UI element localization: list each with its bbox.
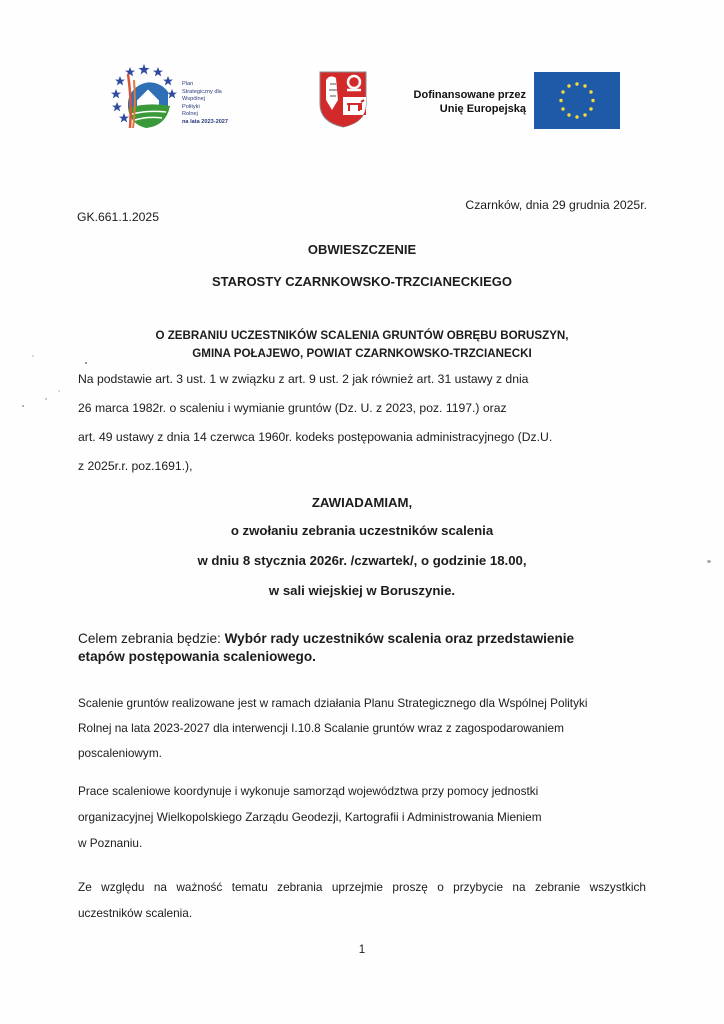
paragraph-line: Prace scaleniowe koordynuje i wykonuje samorząd województwa przy pomocy jednostki xyxy=(78,784,539,798)
paragraph-line: w Poznaniu. xyxy=(78,836,143,850)
purpose-label: Celem zebrania będzie: xyxy=(78,631,225,646)
coat-of-arms xyxy=(318,70,368,128)
psp-logo-icon xyxy=(108,62,180,132)
purpose-line-2: etapów postępowania scaleniowego. xyxy=(78,649,316,664)
paragraph-line: Rolnej na lata 2023-2027 dla interwencji I.10.8 Scalanie gruntów wraz z zagospodarowaniem xyxy=(78,721,564,735)
announcement-line-2: w dniu 8 stycznia 2026r. /czwartek/, o godzinie 18.00, xyxy=(197,553,527,568)
legal-basis-line: Na podstawie art. 3 ust. 1 w związku z art. 9 ust. 2 jak również art. 31 ustawy z dnia xyxy=(78,372,529,386)
subject-line-1: O ZEBRANIU UCZESTNIKÓW SCALENIA GRUNTÓW OBRĘBU BORUSZYN, xyxy=(155,329,569,342)
document-title: OBWIESZCZENIE xyxy=(307,242,417,257)
psp-line: Polityki xyxy=(182,103,200,110)
paragraph-line: organizacyjnej Wielkopolskiego Zarządu Geodezji, Kartografii i Administrowania Mieniem xyxy=(78,810,542,824)
scan-speck xyxy=(85,362,87,364)
eu-funding-line2: Unię Europejską xyxy=(439,103,526,115)
legal-basis-line: 26 marca 1982r. o scaleniu i wymianie gruntów (Dz. U. z 2023, poz. 1197.) oraz xyxy=(78,401,507,415)
legal-basis-line: art. 49 ustawy z dnia 14 czerwca 1960r. kodeks postępowania administracyjnego (Dz.U. xyxy=(78,430,553,444)
purpose-line-1 xyxy=(78,630,574,647)
subject-line-2: GMINA POŁAJEWO, POWIAT CZARNKOWSKO-TRZCIANECKI xyxy=(192,347,532,360)
document-subtitle: STAROSTY CZARNKOWSKO-TRZCIANECKIEGO xyxy=(212,274,512,289)
psp-line: Strategiczny dla xyxy=(182,88,222,95)
announcement-heading: ZAWIADAMIAM, xyxy=(311,495,413,510)
psp-logo-text xyxy=(182,81,228,127)
scan-speck xyxy=(22,405,24,407)
announcement-line-3: w sali wiejskiej w Boruszynie. xyxy=(268,583,456,598)
eu-flag-icon xyxy=(534,72,620,129)
place-date: Czarnków, dnia 29 grudnia 2025r. xyxy=(465,198,647,212)
scan-speck xyxy=(32,355,34,357)
psp-line: Rolnej xyxy=(182,111,198,118)
scan-speck xyxy=(45,398,47,400)
purpose-text: Wybór rady uczestników scalenia oraz przedstawienie xyxy=(224,631,575,646)
eu-funding-line1: Dofinansowane przez xyxy=(413,89,526,101)
psp-line: Wspólnej xyxy=(182,96,206,103)
announcement-line-1: o zwołaniu zebrania uczestników scalenia xyxy=(230,523,494,538)
psp-line: Plan xyxy=(182,81,194,87)
paragraph-line: uczestników scalenia. xyxy=(78,906,193,920)
page-number: 1 xyxy=(358,944,366,956)
eu-funding-text xyxy=(400,88,526,116)
psp-line: na lata 2023-2027 xyxy=(182,118,229,125)
scan-speck xyxy=(707,560,711,563)
scan-speck xyxy=(58,390,60,392)
paragraph-line: Scalenie gruntów realizowane jest w ramach działania Planu Strategicznego dla Wspólnej Polityki xyxy=(78,696,588,710)
reference-number: GK.661.1.2025 xyxy=(77,210,159,224)
eu-flag xyxy=(534,72,620,129)
coat-of-arms-icon xyxy=(318,70,368,128)
legal-basis-line: z 2025r.r. poz.1691.), xyxy=(78,459,193,473)
paragraph-line: poscaleniowym. xyxy=(78,746,162,760)
paragraph-line: Ze względu na ważność tematu zebrania uprzejmie proszę o przybycie na zebranie wszystkich xyxy=(78,880,646,894)
